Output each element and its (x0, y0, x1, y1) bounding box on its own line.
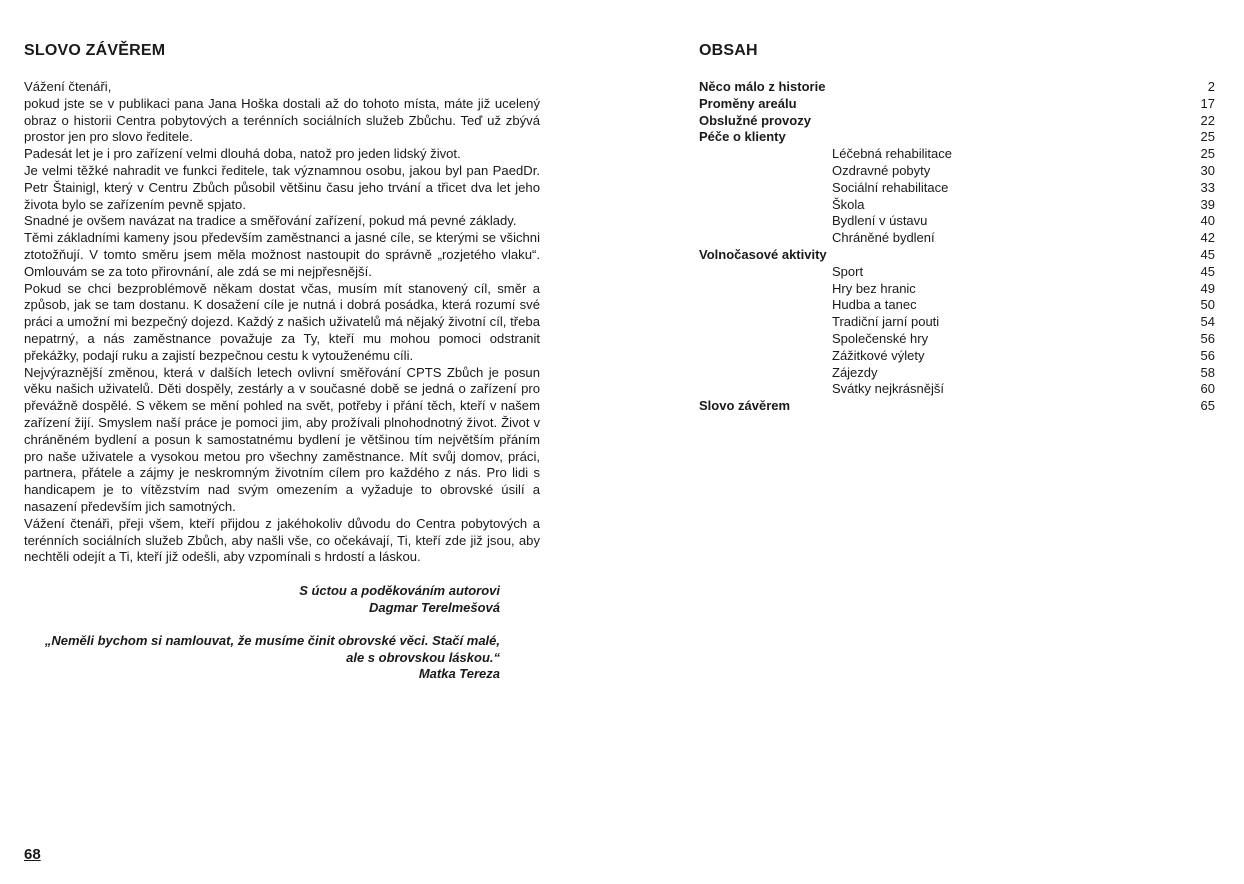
toc-entry-label: Zážitkové výlety (832, 347, 925, 363)
toc-entry-page: 50 (1200, 297, 1215, 313)
body-text (24, 79, 540, 566)
toc-entry[interactable] (699, 180, 1215, 197)
toc-entry-label: Svátky nejkrásnější (832, 381, 944, 397)
toc-entry-page: 40 (1200, 213, 1215, 229)
paragraph: pokud jste se v publikaci pana Jana Hoška dostali až do tohoto místa, máte již ucelený obraz o historii Centra pobytových a terénních sociálních služeb Zbůchu. Teď už zbývá prostor jen pro slovo ředitele. (24, 95, 540, 145)
toc-entry-page: 22 (1200, 112, 1215, 128)
toc-entry-page: 60 (1200, 381, 1215, 397)
toc-entry-page: 30 (1200, 162, 1215, 178)
toc-entry[interactable] (699, 365, 1215, 382)
toc-entry-page: 2 (1207, 79, 1215, 94)
paragraph: Padesát let je i pro zařízení velmi dlouhá doba, natož pro jeden lidský život. (24, 146, 461, 162)
toc-entry[interactable] (699, 163, 1215, 180)
signature (24, 583, 500, 617)
toc-entry-page: 25 (1200, 129, 1215, 145)
toc-entry-label: Škola (832, 196, 865, 212)
toc-entry[interactable] (699, 348, 1215, 365)
toc-entry[interactable] (699, 281, 1215, 298)
toc-entry-label: Slovo závěrem (699, 398, 791, 414)
paragraph: Vážení čtenáři, přeji všem, kteří přijdou z jakéhokoliv důvodu do Centra pobytových a terénních sociálních služeb Zbůch, aby našli vše, co očekávají, Ti, kteří zde již jsou, aby nechtěli odejít a Ti, kteří již odešli, aby vzpomínali s hrdostí a láskou. (24, 515, 540, 565)
paragraph: Pokud se chci bezproblémově někam dostat včas, musím mít stanovený cíl, směr a způsob, jak se tam dostanu. K dosažení cíle je nutná i dobrá posádka, která rozumí své práci a umožní mi bezpečný dojezd. Každý z našich uživatelů má nějaký životní cíl, třeba nepatrný, a nás zaměstnance považuje za Ty, kteří mu mohou pomoci odstranit překážky, podají ruku a zajistí bezpečnou cestu k vytouženému cíli. (24, 280, 540, 363)
quote-line: „Neměli bychom si namlouvat, že musíme činit obrovské věci. Stačí malé, (44, 632, 500, 648)
toc-entry-label: Společenské hry (832, 330, 929, 346)
toc-entry[interactable] (699, 247, 1215, 264)
section-heading: SLOVO ZÁVĚREM (24, 42, 166, 59)
right-page (699, 40, 1215, 415)
toc-entry-page: 45 (1200, 246, 1215, 262)
toc-entry[interactable] (699, 96, 1215, 113)
toc-entry[interactable] (699, 129, 1215, 146)
toc-entry-page: 33 (1200, 179, 1215, 195)
toc-entry[interactable] (699, 398, 1215, 415)
toc-entry[interactable] (699, 314, 1215, 331)
toc-entry-page: 39 (1200, 196, 1215, 212)
toc-entry[interactable] (699, 381, 1215, 398)
toc-entry-page: 42 (1200, 230, 1215, 246)
toc-entry-label: Péče o klienty (699, 129, 786, 145)
toc-entry[interactable] (699, 230, 1215, 247)
toc-entry-page: 49 (1200, 280, 1215, 296)
quote (24, 633, 500, 683)
toc-entry[interactable] (699, 113, 1215, 130)
toc-entry-page: 58 (1200, 364, 1215, 380)
paragraph: Je velmi těžké nahradit ve funkci ředitele, tak významnou osobu, jakou byl pan PaedDr. Petr Štainigl, který v Centru Zbůch působil většinu času jeho trvání a třicet dva let jeho života bylo se zařízením pevně spjato. (24, 162, 540, 212)
toc-entry-label: Zájezdy (832, 364, 878, 380)
toc-entry[interactable] (699, 79, 1215, 96)
toc-entry-page: 54 (1200, 314, 1215, 330)
page-number: 68 (24, 846, 41, 863)
toc-entry-label: Něco málo z historie (699, 79, 826, 94)
toc-entry-label: Chráněné bydlení (832, 230, 935, 246)
quote-line: ale s obrovskou láskou.“ (346, 649, 500, 665)
toc-entry[interactable] (699, 297, 1215, 314)
toc-entry[interactable] (699, 197, 1215, 214)
toc-entry-label: Proměny areálu (699, 95, 797, 111)
toc-entry-page: 56 (1200, 330, 1215, 346)
toc-entry-label: Léčebná rehabilitace (832, 146, 952, 162)
toc-entry-label: Bydlení v ústavu (832, 213, 928, 229)
toc-entry-label: Hudba a tanec (832, 297, 917, 313)
table-of-contents (699, 79, 1215, 415)
toc-entry-page: 45 (1200, 263, 1215, 279)
toc-entry[interactable] (699, 146, 1215, 163)
quote-author: Matka Tereza (418, 666, 500, 682)
toc-entry-label: Tradiční jarní pouti (832, 314, 940, 330)
toc-entry-label: Obslužné provozy (699, 112, 811, 128)
toc-entry-page: 56 (1200, 347, 1215, 363)
left-page (24, 40, 540, 683)
toc-entry[interactable] (699, 331, 1215, 348)
toc-entry-page: 65 (1200, 398, 1215, 414)
toc-entry-label: Ozdravné pobyty (832, 162, 931, 178)
paragraph: Těmi základními kameny jsou především zaměstnanci a jasné cíle, se kterými se všichni ztotožňují. V tomto směru jsem měla možnost nastoupit do správně „rozjetého vlaku“. Omlouvám se za toto přirovnání, ale zdá se mi nejpřesnější. (24, 230, 540, 279)
toc-entry-label: Volnočasové aktivity (699, 246, 827, 262)
toc-entry-label: Sociální rehabilitace (832, 179, 949, 195)
toc-entry[interactable] (699, 264, 1215, 281)
toc-entry-label: Sport (832, 263, 864, 279)
paragraph: Vážení čtenáři, (24, 79, 112, 94)
paragraph: Snadné je ovšem navázat na tradice a směřování zařízení, pokud má pevné základy. (24, 213, 517, 229)
signature-name: Dagmar Terelmešová (368, 599, 500, 615)
toc-heading: OBSAH (699, 42, 758, 59)
toc-entry-page: 17 (1200, 95, 1215, 111)
signature-line: S úctou a poděkováním autorovi (299, 583, 500, 599)
toc-entry-page: 25 (1200, 146, 1215, 162)
toc-entry-label: Hry bez hranic (832, 280, 916, 296)
paragraph: Nejvýraznější změnou, která v dalších letech ovlivní směřování CPTS Zbůch je posun věku našich uživatelů. Děti dospěly, zestárly a v současné době se jedná o zařízení pro převážně dospělé. S věkem se mění pohled na svět, potřeby i přání těch, kteří v našem zařízení žijí. Smyslem naší práce je pomoci jim, aby prožívali plnohodnotný život. Život v chráněném bydlení a posun k samostatnému bydlení je většinou tím největším přáním pro naše uživatele a vysokou metou pro všechny zaměstnance. Mít svůj domov, práci, partnera, přátele a zájmy je neskromným životním cílem pro každého z nás. Pro lidi s handicapem je to vítězstvím nad svým omezením a vyžaduje to obrovské úsilí a nasazení především jich samotných. (24, 364, 540, 514)
toc-entry[interactable] (699, 213, 1215, 230)
